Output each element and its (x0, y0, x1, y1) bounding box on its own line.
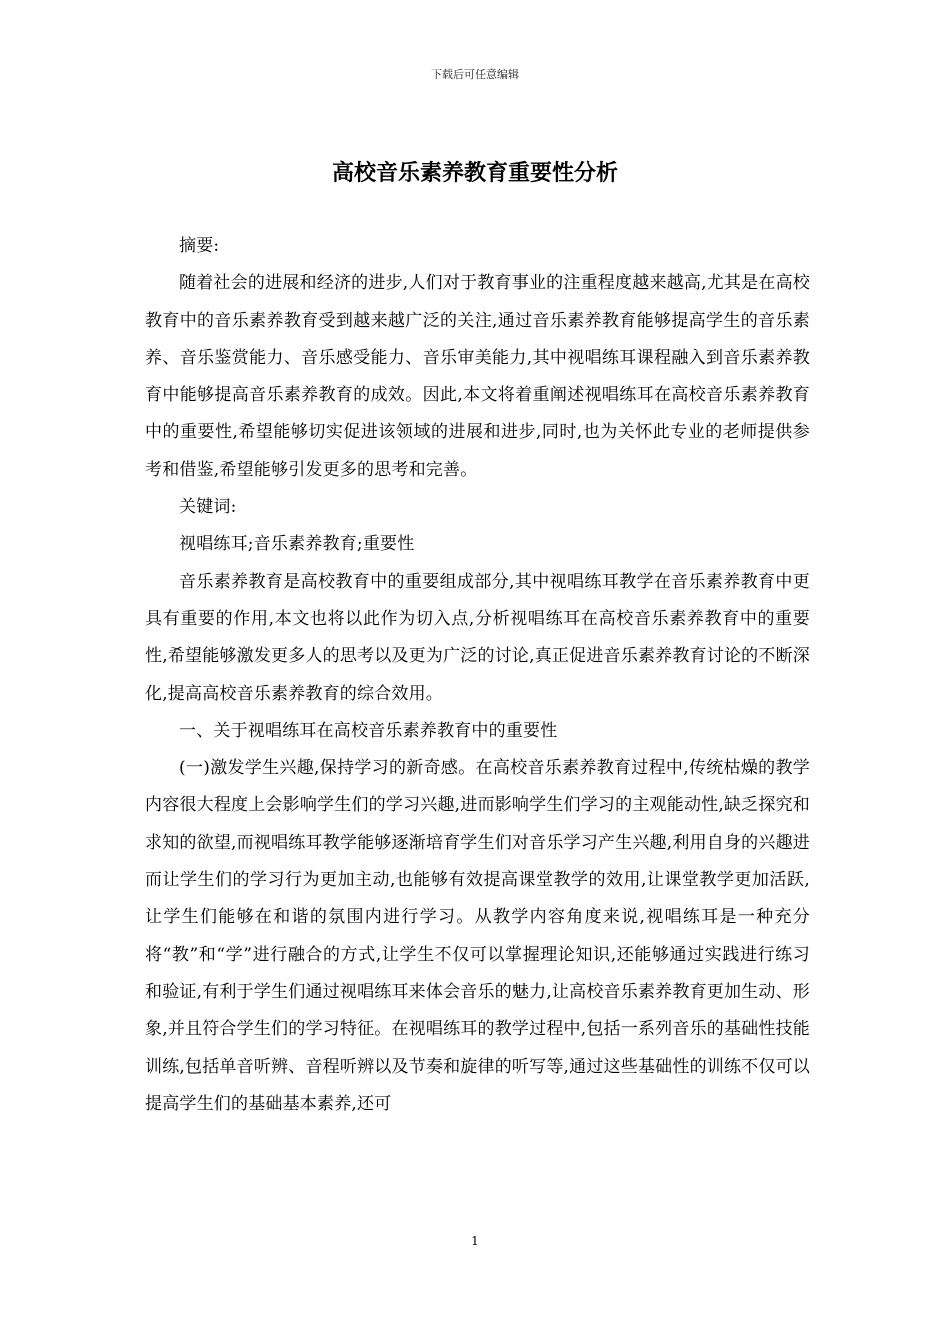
document-body (145, 228, 810, 1123)
abstract-label: 摘要: (179, 236, 220, 256)
section-heading: 一、关于视唱练耳在高校音乐素养教育中的重要性 (179, 720, 558, 741)
subsection-paragraph: (一)激发学生兴趣,保持学习的新奇感。在高校音乐素养教育过程中,传统枯燥的教学内容很大程度上会影响学生们的学习兴趣,进而影响学生们学习的主观能动性,缺乏探究和求知的欲望,而视唱练耳教学能够逐渐培育学生们对音乐学习产生兴趣,利用自身的兴趣进而让学生们的学习行为更加主动,也能够有效提高课堂教学的效用,让课堂教学更加活跃,让学生们能够在和谐的氛围内进行学习。从教学内容角度来说,视唱练耳是一种充分将“教”和“学”进行融合的方式,让学生不仅可以掌握理论知识,还能够通过实践进行练习和验证,有利于学生们通过视唱练耳来体会音乐的魅力,让高校音乐素养教育更加生动、形象,并且符合学生们的学习特征。在视唱练耳的教学过程中,包括一系列音乐的基础性技能训练,包括单音听辨、音程听辨以及节奏和旋律的听写等,通过这些基础性的训练不仅可以提高学生们的基础基本素养,还可 (145, 758, 810, 1114)
document-title: 高校音乐素养教育重要性分析 (331, 160, 618, 186)
header-note: 下载后可任意编辑 (431, 68, 519, 81)
intro-paragraph: 音乐素养教育是高校教育中的重要组成部分,其中视唱练耳教学在音乐素养教育中更具有重要的作用,本文也将以此作为切入点,分析视唱练耳在高校音乐素养教育中的重要性,希望能够激发更多人的思考以及更为广泛的讨论,真正促进音乐素养教育讨论的不断深化,提高高校音乐素养教育的综合效用。 (145, 571, 810, 704)
abstract-paragraph: 随着社会的进展和经济的进步,人们对于教育事业的注重程度越来越高,尤其是在高校教育中的音乐素养教育受到越来越广泛的关注,通过音乐素养教育能够提高学生的音乐素养、音乐鉴赏能力、音乐感受能力、音乐审美能力,其中视唱练耳课程融入到音乐素养教育中能够提高音乐素养教育的成效。因此,本文将着重阐述视唱练耳在高校音乐素养教育中的重要性,希望能够切实促进该领域的进展和进步,同时,也为关怀此专业的老师提供参考和借鉴,希望能够引发更多的思考和完善。 (145, 273, 810, 480)
keywords-paragraph: 视唱练耳;音乐素养教育;重要性 (179, 534, 415, 555)
page-number: 1 (471, 1234, 479, 1248)
keywords-label: 关键词: (179, 497, 237, 518)
